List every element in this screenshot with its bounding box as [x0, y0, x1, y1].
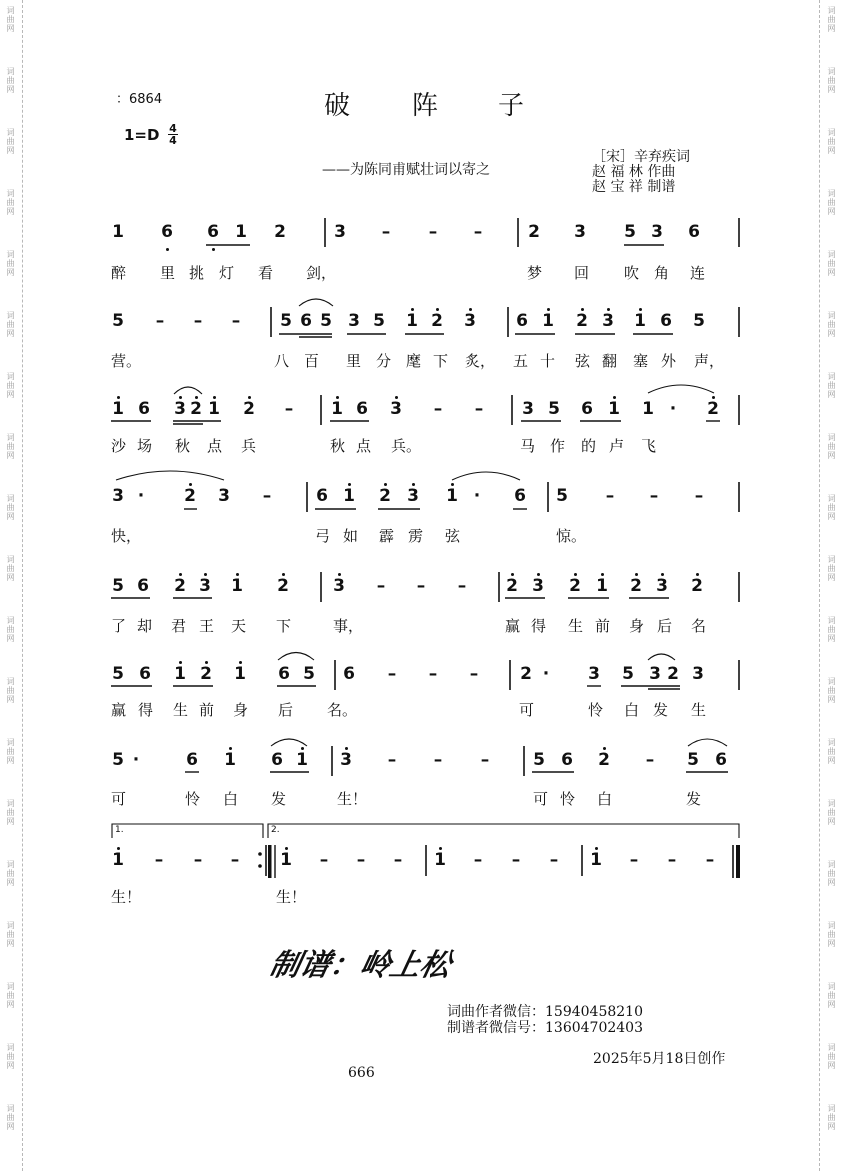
note: –	[319, 850, 329, 870]
note: 1	[642, 399, 654, 419]
note: –	[393, 850, 403, 870]
lyric: 前	[199, 701, 215, 719]
lyric: 君	[171, 617, 187, 635]
credit-lyricist: ［宋］辛弃疾词	[592, 149, 690, 165]
note: 1	[224, 750, 236, 770]
note: 1	[231, 576, 243, 596]
lyric: 赢	[505, 617, 521, 635]
arranger-signature: 制谱：岭上松	[266, 948, 454, 983]
song-title-char-3: 子	[498, 91, 525, 121]
note: 6	[316, 486, 328, 506]
note: ·	[132, 750, 140, 770]
lyric: 怜	[588, 701, 604, 719]
note: 3	[390, 399, 402, 419]
note: 5	[112, 311, 124, 331]
note: –	[694, 486, 704, 506]
lyric: 白	[223, 790, 239, 808]
note: 6	[581, 399, 593, 419]
note: 5	[533, 750, 545, 770]
note: 3	[334, 222, 346, 242]
note: 3	[333, 576, 345, 596]
lyric: 后	[278, 701, 294, 719]
note: 6	[688, 222, 700, 242]
note: 1	[331, 399, 343, 419]
note: 1	[296, 750, 308, 770]
lyric: 身	[629, 617, 645, 635]
note: 5	[624, 222, 636, 242]
note: 6	[715, 750, 727, 770]
note: 1	[634, 311, 646, 331]
note: 1	[446, 486, 458, 506]
note: 6	[161, 222, 173, 242]
lyric: 连	[690, 264, 706, 282]
lyric: 白	[624, 701, 640, 719]
note: 5	[303, 664, 315, 684]
watermark-text: 词曲网	[6, 433, 15, 460]
watermark-text: 词曲网	[6, 6, 15, 33]
note: 6	[343, 664, 355, 684]
lyric: 怜	[185, 790, 201, 808]
lyric: 弓	[315, 527, 331, 545]
note: 1	[280, 850, 292, 870]
note: 3	[602, 311, 614, 331]
score-code: ：6864	[116, 92, 163, 107]
lyric: 了	[111, 617, 127, 635]
note: 3	[348, 311, 360, 331]
lyric: 作	[550, 437, 566, 455]
lyric: 点	[207, 437, 223, 455]
note: –	[667, 850, 677, 870]
note: 3	[574, 222, 586, 242]
watermark-text: 词曲网	[6, 128, 15, 155]
lyric: 快，	[111, 527, 142, 545]
lyric: 可	[533, 790, 549, 808]
note: 5	[112, 750, 124, 770]
note: –	[605, 486, 615, 506]
lyric: 分	[376, 352, 392, 370]
note: 5	[320, 311, 332, 331]
note: –	[376, 576, 386, 596]
lyric: 翻	[602, 352, 618, 370]
watermark-text: 词曲网	[827, 67, 836, 94]
note: 2	[630, 576, 642, 596]
note: –	[356, 850, 366, 870]
watermark-text: 词曲网	[6, 616, 15, 643]
note: 6	[207, 222, 219, 242]
note: 1	[608, 399, 620, 419]
note: 3	[340, 750, 352, 770]
lyric: 前	[595, 617, 611, 635]
song-title-char-2: 阵	[412, 91, 439, 121]
note: 3	[218, 486, 230, 506]
contact-arranger: 制谱者微信号：13604702403	[447, 1020, 643, 1036]
lyric: 点	[356, 437, 372, 455]
note: –	[457, 576, 467, 596]
note: 5	[622, 664, 634, 684]
watermark-text: 词曲网	[6, 311, 15, 338]
note: –	[480, 750, 490, 770]
lyric: 生	[173, 701, 189, 719]
note: 2	[190, 399, 202, 419]
watermark-text: 词曲网	[827, 555, 836, 582]
lyric: 下	[433, 352, 449, 370]
lyric: 百	[304, 352, 320, 370]
note: 2	[520, 664, 532, 684]
lyric: 可	[519, 701, 535, 719]
final-barline	[736, 845, 740, 878]
contact-composer: 词曲作者微信：15940458210	[447, 1004, 643, 1020]
note: –	[433, 399, 443, 419]
note: 2	[174, 576, 186, 596]
note: 3	[649, 664, 661, 684]
lyric: 看	[258, 264, 274, 282]
lyric: 生！	[337, 790, 368, 808]
lyric: 剑，	[306, 264, 337, 282]
lyric: 场	[137, 437, 153, 455]
note: 2	[431, 311, 443, 331]
lyric: 飞	[641, 437, 657, 455]
note: 5	[280, 311, 292, 331]
lyric: 生！	[276, 888, 307, 906]
note: 2	[667, 664, 679, 684]
note: 6	[139, 664, 151, 684]
note: 2	[277, 576, 289, 596]
watermark-text: 词曲网	[827, 6, 836, 33]
lyric: 秋	[330, 437, 346, 455]
lyric: 后	[657, 617, 673, 635]
lyric: 王	[199, 617, 215, 635]
note: 1	[406, 311, 418, 331]
note: 5	[556, 486, 568, 506]
lyric: 弦	[575, 352, 591, 370]
lyric: 却	[137, 617, 153, 635]
watermark-text: 词曲网	[6, 982, 15, 1009]
note: 1	[234, 664, 246, 684]
note: 1	[542, 311, 554, 331]
lyric: 吹	[624, 264, 640, 282]
lyric: 白	[597, 790, 613, 808]
watermark-text: 词曲网	[6, 555, 15, 582]
watermark-text: 词曲网	[6, 372, 15, 399]
watermark-text: 词曲网	[827, 738, 836, 765]
watermark-text: 词曲网	[6, 1104, 15, 1131]
lyric: 得	[138, 701, 154, 719]
note: –	[387, 750, 397, 770]
watermark-text: 词曲网	[827, 860, 836, 887]
note: 2	[691, 576, 703, 596]
volta-label-second: 2.	[271, 825, 280, 835]
watermark-text: 词曲网	[827, 494, 836, 521]
lyric: 外	[661, 352, 677, 370]
volta-brackets	[112, 824, 739, 838]
note: 3	[656, 576, 668, 596]
watermark-text: 词曲网	[827, 616, 836, 643]
note: 2	[569, 576, 581, 596]
note: 2	[598, 750, 610, 770]
lyric: 发	[271, 790, 287, 808]
lyric: 惊。	[556, 527, 587, 545]
barlines	[266, 218, 739, 878]
note: 2	[707, 399, 719, 419]
note: 1	[590, 850, 602, 870]
lyric: 兵	[241, 437, 257, 455]
note: 5	[548, 399, 560, 419]
note: 3	[588, 664, 600, 684]
note: 5	[693, 311, 705, 331]
note: 2	[528, 222, 540, 242]
note: 3	[407, 486, 419, 506]
note: –	[433, 750, 443, 770]
note: 3	[464, 311, 476, 331]
note: 1	[174, 664, 186, 684]
note: 3	[199, 576, 211, 596]
watermark-text: 词曲网	[6, 67, 15, 94]
watermark-text: 词曲网	[827, 982, 836, 1009]
note: 3	[112, 486, 124, 506]
lyric: 得	[531, 617, 547, 635]
watermark-text: 词曲网	[827, 433, 836, 460]
watermark-text: 词曲网	[827, 677, 836, 704]
watermark-text: 词曲网	[6, 921, 15, 948]
lyric: 生！	[111, 888, 142, 906]
watermark-text: 词曲网	[6, 189, 15, 216]
watermark-text: 词曲网	[827, 1043, 836, 1070]
note: 3	[522, 399, 534, 419]
note: 6	[561, 750, 573, 770]
note: 1	[596, 576, 608, 596]
watermark-text: 词曲网	[6, 799, 15, 826]
note: –	[511, 850, 521, 870]
note: –	[154, 850, 164, 870]
note: –	[474, 399, 484, 419]
song-subtitle: ——为陈同甫赋壮词以寄之	[322, 162, 490, 178]
note: 5	[112, 664, 124, 684]
note: –	[549, 850, 559, 870]
lyric: 回	[574, 264, 590, 282]
lyric: 里	[346, 352, 362, 370]
lyric: 赢	[111, 701, 127, 719]
slurs-and-ties	[116, 299, 727, 746]
note: 1	[112, 850, 124, 870]
watermark-text: 词曲网	[827, 799, 836, 826]
lyric: 发	[653, 701, 669, 719]
note: 2	[184, 486, 196, 506]
note: 2	[200, 664, 212, 684]
note: 3	[174, 399, 186, 419]
watermark-text: 词曲网	[827, 1104, 836, 1131]
lyric: 醉	[111, 264, 127, 282]
note: 3	[692, 664, 704, 684]
note: 6	[300, 311, 312, 331]
lyric: 生	[691, 701, 707, 719]
note: 5	[687, 750, 699, 770]
note: 6	[356, 399, 368, 419]
lyric: 灯	[219, 264, 235, 282]
underlines	[111, 245, 728, 772]
lyric: 塞	[633, 352, 649, 370]
note: 2	[576, 311, 588, 331]
note: 1	[235, 222, 247, 242]
lyric: 天	[231, 617, 247, 635]
lyric: 可	[111, 790, 127, 808]
note: –	[473, 222, 483, 242]
note: 5	[373, 311, 385, 331]
lyric: 营。	[111, 352, 142, 370]
note: –	[193, 850, 203, 870]
creation-date: 2025年5月18日创作	[593, 1051, 726, 1067]
watermark-text: 词曲网	[6, 738, 15, 765]
note: 1	[112, 222, 124, 242]
note: –	[649, 486, 659, 506]
credit-composer: 赵 福 林 作曲	[592, 164, 676, 180]
lyric: 里	[160, 264, 176, 282]
lyric: 霹	[379, 527, 395, 545]
watermark-text: 词曲网	[827, 128, 836, 155]
lyric: 卢	[609, 437, 625, 455]
note: 6	[138, 399, 150, 419]
note: –	[381, 222, 391, 242]
lyric: 名。	[327, 701, 358, 719]
note: 6	[271, 750, 283, 770]
lyric: 秋	[175, 437, 191, 455]
lyric: 的	[581, 437, 597, 455]
note: 1	[434, 850, 446, 870]
watermark-text: 词曲网	[827, 189, 836, 216]
note: –	[645, 750, 655, 770]
note: 6	[660, 311, 672, 331]
key-signature: 1=D	[124, 126, 160, 144]
watermark-text: 词曲网	[6, 494, 15, 521]
lyric: 弦	[445, 527, 461, 545]
lyric: 名	[691, 617, 707, 635]
lyric: 事，	[333, 617, 364, 635]
note: 2	[243, 399, 255, 419]
note: 6	[514, 486, 526, 506]
note: –	[428, 222, 438, 242]
note: –	[387, 664, 397, 684]
credit-arranger: 赵 宝 祥 制谱	[592, 179, 676, 195]
volta-label-first: 1.	[115, 825, 124, 835]
note: 6	[278, 664, 290, 684]
note: ·	[473, 486, 481, 506]
note: 1	[208, 399, 220, 419]
note: –	[262, 486, 272, 506]
note: 1	[343, 486, 355, 506]
lyric: 声，	[694, 352, 725, 370]
note: 5	[112, 576, 124, 596]
note: –	[705, 850, 715, 870]
note: 6	[186, 750, 198, 770]
page-number: 666	[348, 1065, 375, 1081]
note: 1	[112, 399, 124, 419]
note: ·	[137, 486, 145, 506]
watermark-text: 词曲网	[827, 372, 836, 399]
lyric: 马	[520, 437, 536, 455]
note: 2	[506, 576, 518, 596]
note: 2	[274, 222, 286, 242]
lyric: 兵。	[391, 437, 422, 455]
song-title-char-1: 破	[324, 91, 351, 121]
lyric: 炙，	[465, 352, 496, 370]
note: –	[284, 399, 294, 419]
note: 6	[516, 311, 528, 331]
note: –	[469, 664, 479, 684]
note: –	[193, 311, 203, 331]
lyric: 如	[343, 527, 359, 545]
lyric: 身	[233, 701, 249, 719]
lyric: 挑	[189, 264, 205, 282]
time-signature-top: 4	[169, 122, 177, 135]
note: –	[416, 576, 426, 596]
watermark-text: 词曲网	[827, 921, 836, 948]
watermark-text: 词曲网	[827, 250, 836, 277]
lyric: 五	[513, 352, 529, 370]
note: –	[473, 850, 483, 870]
note: –	[428, 664, 438, 684]
watermark-text: 词曲网	[6, 1043, 15, 1070]
watermark-text: 词曲网	[6, 860, 15, 887]
lyric: 十	[540, 352, 556, 370]
lyric: 生	[568, 617, 584, 635]
lyric: 八	[274, 352, 290, 370]
note: 6	[137, 576, 149, 596]
note: –	[629, 850, 639, 870]
time-signature-bottom: 4	[169, 134, 177, 147]
note: –	[231, 311, 241, 331]
note: 3	[651, 222, 663, 242]
lyric: 发	[686, 790, 702, 808]
lyric: 角	[654, 264, 670, 282]
note: ·	[542, 664, 550, 684]
watermark-text: 词曲网	[6, 250, 15, 277]
lyric: 下	[276, 617, 292, 635]
note: –	[155, 311, 165, 331]
note: 2	[379, 486, 391, 506]
contact-info	[447, 1004, 643, 1036]
note: ·	[669, 399, 677, 419]
watermark-text: 词曲网	[827, 311, 836, 338]
watermark-text: 词曲网	[6, 677, 15, 704]
lyric: 麾	[406, 352, 422, 370]
note: –	[230, 850, 240, 870]
lyric: 雳	[408, 527, 424, 545]
lyric: 怜	[560, 790, 576, 808]
lyric: 沙	[111, 437, 127, 455]
note: 3	[532, 576, 544, 596]
lyric: 梦	[527, 264, 543, 282]
